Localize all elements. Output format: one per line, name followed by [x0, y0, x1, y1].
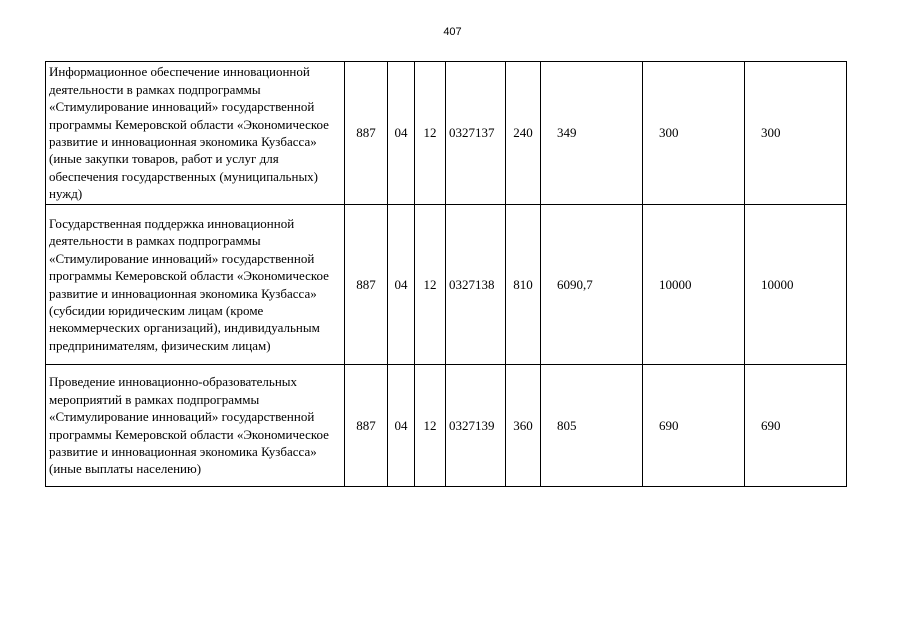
target-article-code: 0327139 — [446, 365, 506, 487]
ministry-code: 887 — [345, 62, 388, 205]
table-row — [46, 365, 847, 487]
amount-year-2: 690 — [643, 365, 745, 487]
target-article-code: 0327137 — [446, 62, 506, 205]
amount-year-3: 10000 — [745, 205, 847, 365]
subsection-code: 12 — [415, 62, 446, 205]
subsection-code: 12 — [415, 365, 446, 487]
table-row — [46, 205, 847, 365]
amount-year-3: 690 — [745, 365, 847, 487]
section-code: 04 — [388, 365, 415, 487]
subsection-code: 12 — [415, 205, 446, 365]
row-description: Государственная поддержка инновационной деятельности в рамках подпрограммы «Стимулирование инноваций» государственной программы Кемеровской области «Экономическое развитие и инновационная экономика Кузбасса» (субсидии юридическим лицам (кроме некоммерческих организаций), индивидуальным предпринимателям, физическим лицам) — [46, 205, 345, 365]
amount-year-1: 805 — [541, 365, 643, 487]
ministry-code: 887 — [345, 205, 388, 365]
expense-type-code: 240 — [506, 62, 541, 205]
amount-year-1: 6090,7 — [541, 205, 643, 365]
section-code: 04 — [388, 205, 415, 365]
amount-year-3: 300 — [745, 62, 847, 205]
row-description: Проведение инновационно-образовательных мероприятий в рамках подпрограммы «Стимулирование инноваций» государственной программы Кемеровской области «Экономическое развитие и инновационная экономика Кузбасса» (иные выплаты населению) — [46, 365, 345, 487]
expense-type-code: 810 — [506, 205, 541, 365]
amount-year-2: 300 — [643, 62, 745, 205]
section-code: 04 — [388, 62, 415, 205]
amount-year-1: 349 — [541, 62, 643, 205]
ministry-code: 887 — [345, 365, 388, 487]
target-article-code: 0327138 — [446, 205, 506, 365]
page-number: 407 — [443, 26, 462, 38]
amount-year-2: 10000 — [643, 205, 745, 365]
expense-type-code: 360 — [506, 365, 541, 487]
budget-table — [45, 61, 847, 487]
row-description: Информационное обеспечение инновационной деятельности в рамках подпрограммы «Стимулирование инноваций» государственной программы Кемеровской области «Экономическое развитие и инновационная экономика Кузбасса» (иные закупки товаров, работ и услуг для обеспечения государственных (муниципальных) нужд) — [46, 62, 345, 205]
table-row — [46, 62, 847, 205]
